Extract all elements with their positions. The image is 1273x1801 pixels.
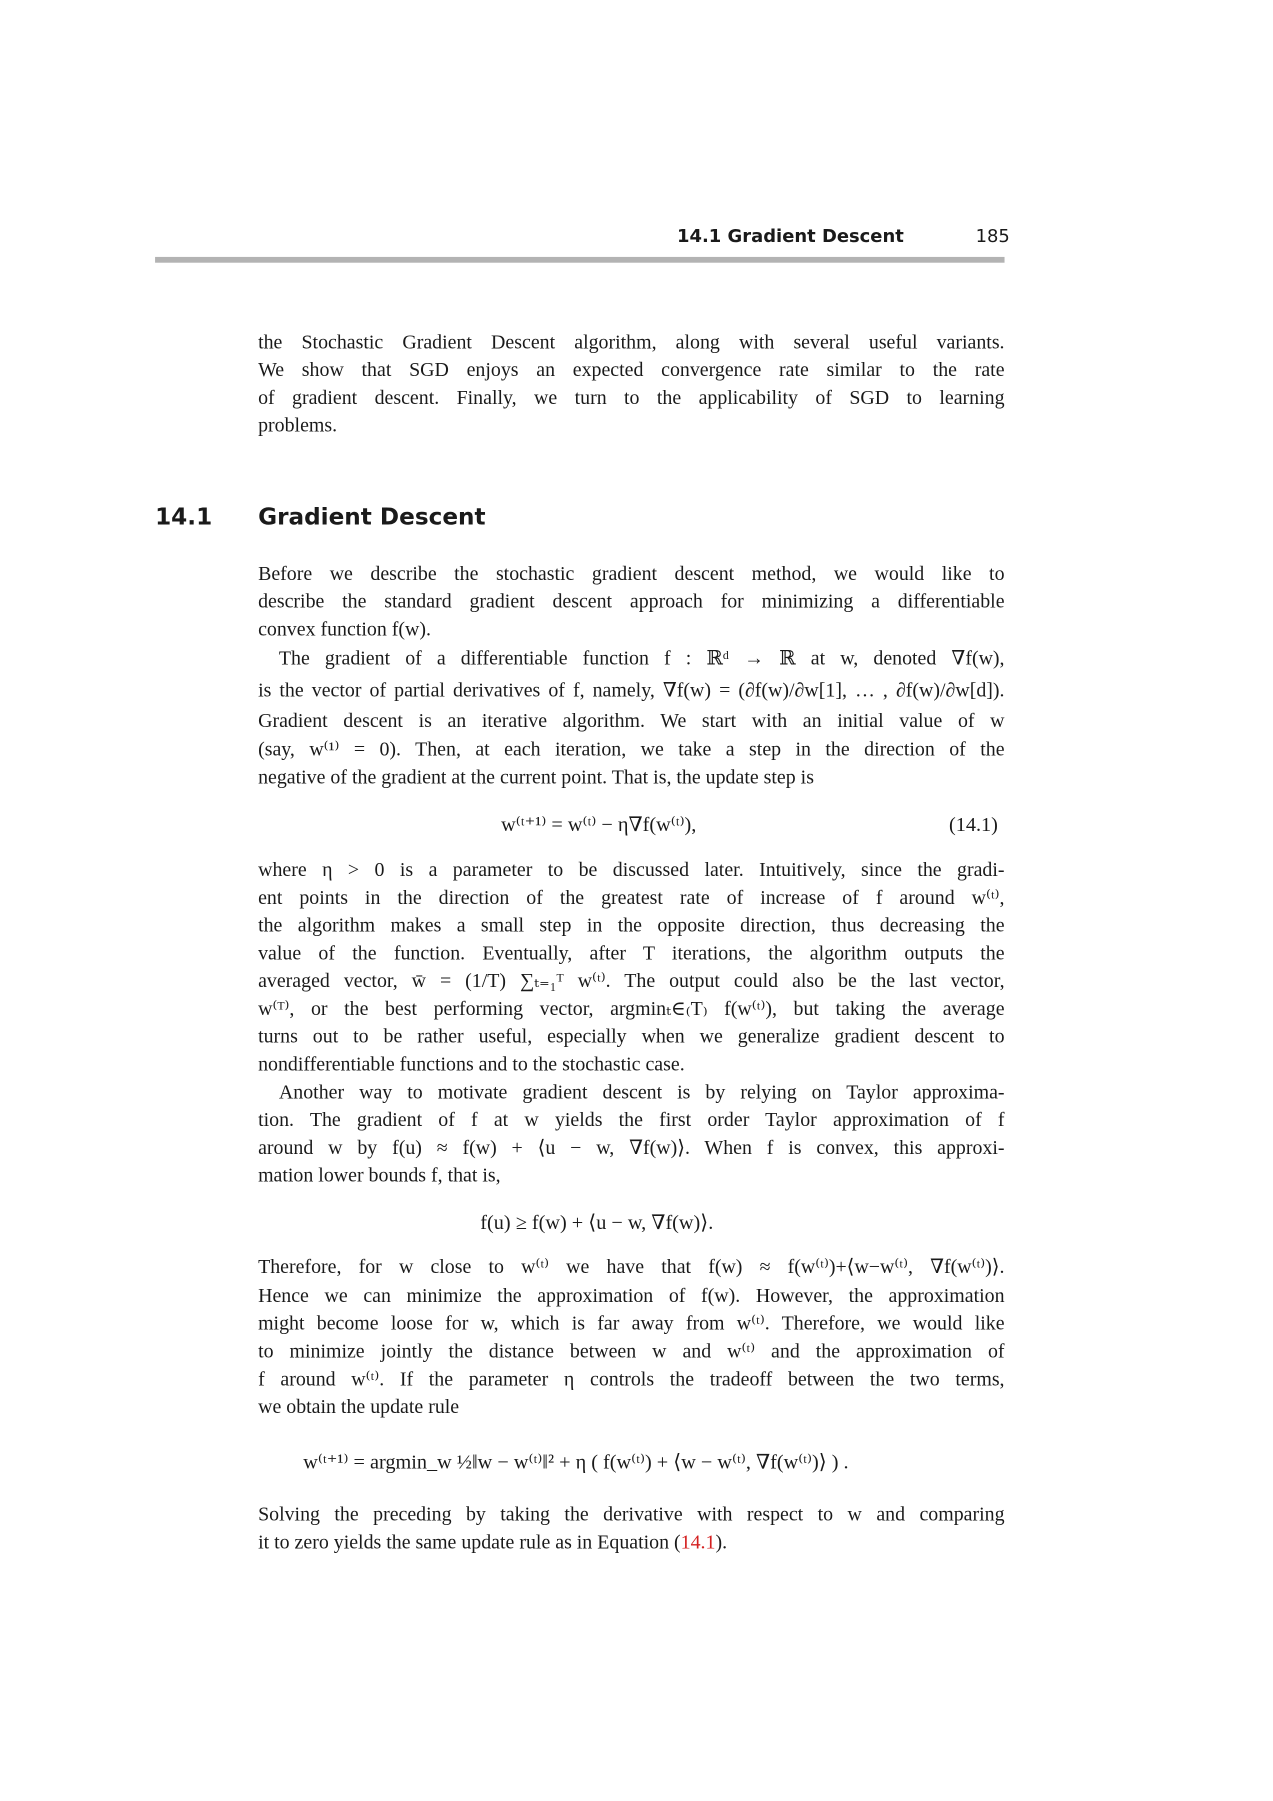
update-rule-equation: w⁽ᵗ⁺¹⁾ = argmin_w ½‖w − w⁽ᵗ⁾‖² + η ( f(w⁽ᵗ⁾) + ⟨w − w⁽ᵗ⁾, ∇f(w⁽ᵗ⁾)⟩ ) . bbox=[303, 1450, 849, 1474]
text-line bbox=[258, 1531, 1004, 1554]
text-line: The gradient of a differentiable function f : ℝᵈ → ℝ at w, denoted ∇f(w), bbox=[278, 646, 1005, 669]
text-line: ent points in the direction of the greatest rate of increase of f around w⁽ᵗ⁾, bbox=[258, 886, 1005, 909]
section-title: Gradient Descent bbox=[258, 502, 486, 531]
text-line: We show that SGD enjoys an expected convergence rate similar to the rate bbox=[258, 358, 1005, 381]
text-line: problems. bbox=[258, 414, 338, 437]
text-line: Another way to motivate gradient descent is by relying on Taylor approxima- bbox=[278, 1080, 1005, 1103]
text-line: nondifferentiable functions and to the stochastic case. bbox=[258, 1053, 685, 1076]
text-line: Gradient descent is an iterative algorithm. We start with an initial value of w bbox=[258, 709, 1005, 732]
text-segment: ). bbox=[715, 1531, 728, 1554]
text-line: convex function f(w). bbox=[258, 617, 431, 640]
header-rule bbox=[155, 257, 1004, 263]
text-line: where η > 0 is a parameter to be discussed later. Intuitively, since the gradi- bbox=[258, 858, 1005, 881]
section-number: 14.1 bbox=[155, 502, 213, 531]
text-line: averaged vector, w̄ = (1/T) ∑ₜ₌₁ᵀ w⁽ᵗ⁾. The output could also be the last vector, bbox=[258, 969, 1005, 992]
equation-reference-link[interactable]: 14.1 bbox=[680, 1531, 716, 1554]
text-line: around w by f(u) ≈ f(w) + ⟨u − w, ∇f(w)⟩. When f is convex, this approxi- bbox=[258, 1136, 1005, 1159]
equation-14-1: w⁽ᵗ⁺¹⁾ = w⁽ᵗ⁾ − η∇f(w⁽ᵗ⁾), bbox=[501, 812, 697, 836]
equation-number: (14.1) bbox=[948, 812, 998, 836]
text-line: value of the function. Eventually, after T iterations, the algorithm outputs the bbox=[258, 942, 1005, 965]
text-line: tion. The gradient of f at w yields the first order Taylor approximation of f bbox=[258, 1108, 1005, 1131]
text-line: might become loose for w, which is far away from w⁽ᵗ⁾. Therefore, we would like bbox=[258, 1312, 1005, 1335]
text-line: the algorithm makes a small step in the opposite direction, thus decreasing the bbox=[258, 914, 1005, 937]
text-line: turns out to be rather useful, especially when we generalize gradient descent to bbox=[258, 1025, 1005, 1048]
text-line: mation lower bounds f, that is, bbox=[258, 1164, 501, 1187]
text-line: (say, w⁽¹⁾ = 0). Then, at each iteration, we take a step in the direction of the bbox=[258, 738, 1005, 761]
text-line: is the vector of partial derivatives of f, namely, ∇f(w) = (∂f(w)/∂w[1], … , ∂f(w)/∂w[d]). bbox=[258, 679, 1005, 702]
taylor-inequality: f(u) ≥ f(w) + ⟨u − w, ∇f(w)⟩. bbox=[480, 1210, 714, 1234]
text-line: of gradient descent. Finally, we turn to the applicability of SGD to learning bbox=[258, 386, 1005, 409]
text-line: describe the standard gradient descent approach for minimizing a differentiable bbox=[258, 590, 1005, 613]
text-line: Therefore, for w close to w⁽ᵗ⁾ we have that f(w) ≈ f(w⁽ᵗ⁾)+⟨w−w⁽ᵗ⁾, ∇f(w⁽ᵗ⁾)⟩. bbox=[258, 1255, 1005, 1278]
text-line: the Stochastic Gradient Descent algorithm, along with several useful variants. bbox=[258, 330, 1005, 353]
text-line: Hence we can minimize the approximation of f(w). However, the approximation bbox=[258, 1284, 1005, 1307]
text-segment: it to zero yields the same update rule as in Equation ( bbox=[258, 1531, 681, 1554]
text-line: negative of the gradient at the current point. That is, the update step is bbox=[258, 766, 814, 789]
text-line: Before we describe the stochastic gradient descent method, we would like to bbox=[258, 562, 1005, 585]
running-title: 14.1 Gradient Descent bbox=[677, 225, 904, 247]
text-line: f around w⁽ᵗ⁾. If the parameter η controls the tradeoff between the two terms, bbox=[258, 1367, 1005, 1390]
text-line: w⁽ᵀ⁾, or the best performing vector, argminₜ∈₍T₎ f(w⁽ᵗ⁾), but taking the average bbox=[258, 997, 1005, 1020]
page-number: 185 bbox=[975, 225, 1010, 247]
text-line: to minimize jointly the distance between w and w⁽ᵗ⁾ and the approximation of bbox=[258, 1340, 1005, 1363]
text-line: Solving the preceding by taking the derivative with respect to w and comparing bbox=[258, 1503, 1005, 1526]
text-line: we obtain the update rule bbox=[258, 1395, 460, 1418]
